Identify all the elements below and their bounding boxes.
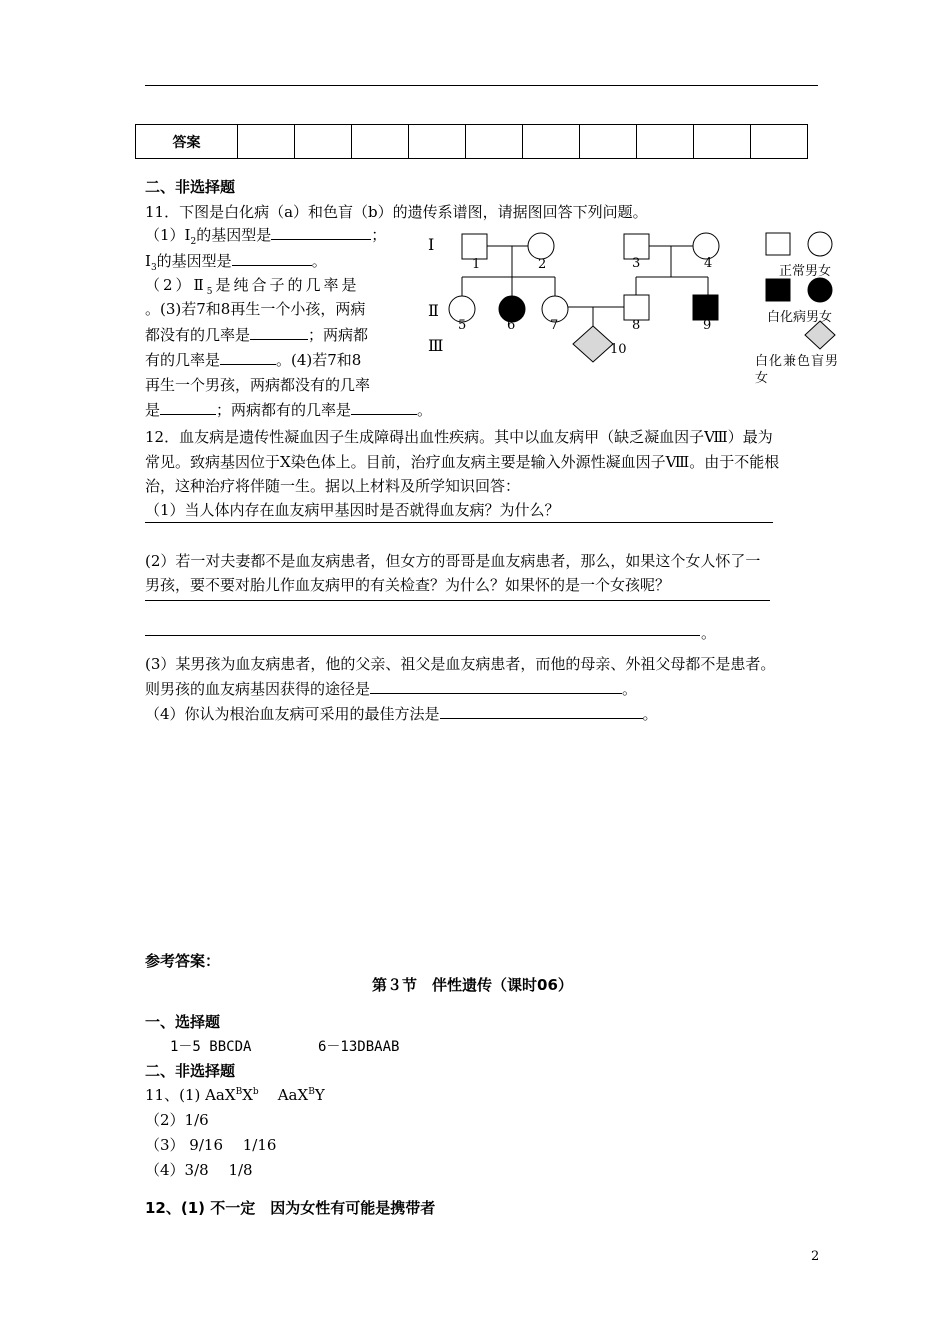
q12-sub-3a: (3）某男孩为血友病患者，他的父亲、祖父是血友病患者，而他的母亲、外祖父母都不是患者。 <box>145 655 776 673</box>
q11-line4: 。(3)若7和8再生一个小孩，两病 <box>145 300 366 318</box>
q12-sub-2b: 男孩，要不要对胎儿作血友病甲的有关检查？为什么？如果怀的是一个女孩呢？ <box>145 576 671 594</box>
q11-intro: 11．下图是白化病（a）和色盲（b）的遗传系谱图，请据图回答下列问题。 <box>145 203 648 221</box>
pedigree-num: 10 <box>610 342 627 357</box>
q11-line1: $(1)Ⅰ_2$的基因型是 ； <box>145 226 387 247</box>
pedigree-num: 5 <box>458 318 467 333</box>
q11-line2: $Ⅰ_3$的基因型是 。 <box>145 252 327 273</box>
q12-para-1: 12．血友病是遗传性凝血因子生成障碍出血性疾病。其中以血友病甲（缺乏凝血因子Ⅷ）最为 <box>145 428 773 446</box>
key-a12-1: 12、(1) 不一定 因为女性有可能是携带者 <box>145 1199 436 1217</box>
blank[interactable] <box>232 251 312 266</box>
blank[interactable] <box>250 325 308 340</box>
legend-male-albino <box>766 279 790 301</box>
pedigree-num: 3 <box>632 256 641 271</box>
blank[interactable] <box>351 400 417 415</box>
answer-table <box>135 124 808 159</box>
key-mc-b: 6－13DBAAB <box>318 1039 400 1055</box>
pedigree-num: 4 <box>704 256 713 271</box>
q12-sub-1: （1）当人体内存在血友病甲基因时是否就得血友病？为什么？ <box>145 501 560 519</box>
q12-sub-4: （4）你认为根治血友病可采用的最佳方法是 。 <box>145 705 658 723</box>
female-normal-2 <box>528 233 554 259</box>
answer-cell[interactable] <box>295 125 352 159</box>
key-mc-a: 1－5 BBCDA <box>170 1039 252 1055</box>
pedigree-num: 7 <box>550 318 559 333</box>
blank[interactable] <box>271 225 371 240</box>
legend-both-text-1: 白化兼色盲男 <box>755 354 840 369</box>
pedigree-num: 1 <box>472 257 481 272</box>
key-sec1: 一、选择题 <box>145 1013 221 1031</box>
q11-line6: 有的几率是 。(4)若7和8 <box>145 351 362 369</box>
section-title: 二、非选择题 <box>145 178 236 196</box>
male-albino-9 <box>693 295 718 320</box>
answer-cell[interactable] <box>694 125 751 159</box>
answer-cell[interactable] <box>409 125 466 159</box>
key-sec2: 二、非选择题 <box>145 1062 236 1080</box>
answer-cell[interactable] <box>466 125 523 159</box>
male-normal-1 <box>462 234 487 259</box>
page-number: 2 <box>811 1249 820 1264</box>
period: 。 <box>701 624 717 642</box>
legend-male-normal <box>766 233 790 255</box>
gen-label-2: Ⅱ <box>428 301 439 320</box>
child-both-10 <box>573 326 613 362</box>
answer-cell[interactable] <box>580 125 637 159</box>
q11-line5: 都没有的几率是 ；两病都 <box>145 326 369 344</box>
header-rule <box>145 85 818 86</box>
legend-female-albino <box>808 278 832 302</box>
answer-line-1[interactable] <box>145 522 773 523</box>
blank[interactable] <box>440 704 643 719</box>
pedigree-num: 2 <box>538 257 547 272</box>
blank[interactable] <box>160 400 216 415</box>
answer-cell[interactable] <box>523 125 580 159</box>
legend-albino-text: 白化病男女 <box>767 310 833 325</box>
male-normal-8 <box>624 295 649 320</box>
gen-label-1: Ⅰ <box>428 235 435 254</box>
legend-normal-text: 正常男女 <box>779 264 832 279</box>
answer-label: 答案 <box>136 125 238 159</box>
q11-line7: 再生一个男孩，两病都没有的几率 <box>145 376 371 394</box>
pedigree-num: 9 <box>703 318 712 333</box>
key-a11-1: 11、(1) $AaX^BX^b$ AaX$^B$Y <box>145 1086 325 1104</box>
q12-sub-3b: 则男孩的血友病基因获得的途径是 。 <box>145 680 638 698</box>
key-a11-2: （2）1/6 <box>145 1111 209 1129</box>
blank[interactable] <box>370 679 622 694</box>
answer-cell[interactable] <box>238 125 295 159</box>
legend-both <box>805 321 835 349</box>
q12-para-2: 常见。致病基因位于X染色体上。目前，治疗血友病主要是输入外源性凝血因子Ⅷ。由于不能根 <box>145 453 780 471</box>
answer-cell[interactable] <box>751 125 808 159</box>
key-title: 参考答案： <box>145 952 221 970</box>
q11-line8: 是 ；两病都有的几率是 。 <box>145 401 433 419</box>
pedigree-num: 6 <box>507 318 516 333</box>
answer-cell[interactable] <box>352 125 409 159</box>
answer-cell[interactable] <box>637 125 694 159</box>
legend-female-normal <box>808 232 832 256</box>
blank[interactable] <box>220 350 276 365</box>
key-a11-3: （3） 9/16 1/16 <box>145 1136 277 1154</box>
key-heading: 第３节 伴性遗传（课时06） <box>372 976 573 994</box>
answer-line-3[interactable] <box>145 635 700 636</box>
gen-label-3: Ⅲ <box>428 336 444 355</box>
q12-para-3: 治，这种治疗将伴随一生。据以上材料及所学知识回答： <box>145 477 521 495</box>
legend-both-text-2: 女 <box>755 371 769 386</box>
pedigree-num: 8 <box>632 318 641 333</box>
answer-line-2[interactable] <box>145 600 770 601</box>
q12-sub-2a: (2）若一对夫妻都不是血友病患者，但女方的哥哥是血友病患者，那么，如果这个女人怀了一 <box>145 552 761 570</box>
q11-line3: $(2)Ⅱ_5$是纯合子的几率是 <box>145 276 360 297</box>
key-a11-4: （4）3/8 1/8 <box>145 1161 253 1179</box>
